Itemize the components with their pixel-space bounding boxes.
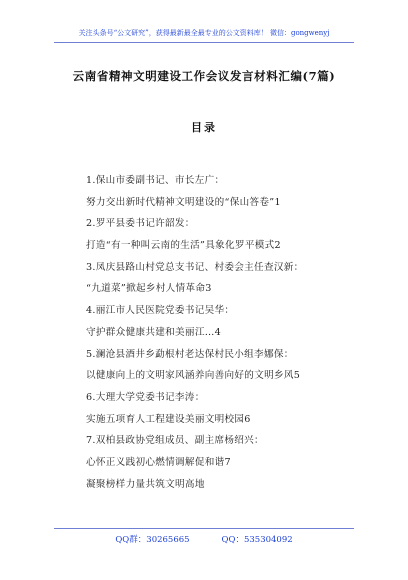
toc-entry: 2.罗平县委书记许韶发： [86,218,195,230]
toc-list [86,170,386,495]
toc-entry: 3.凤庆县路山村党总支书记、村委会主任查汉新： [86,261,304,273]
toc-entry: 打造“有一种叫云南的生活”具象化罗平模式2 [86,240,281,252]
footer-qq-contact: QQ：535304092 [221,535,293,545]
toc-entry: 心怀正义践初心燃情调解促和谐7 [86,456,231,468]
footer-divider [54,528,354,529]
toc-entry: “九道菜”掀起乡村人情革命3 [86,283,212,295]
toc-entry: 6.大理大学党委书记李涛： [86,391,205,403]
footer-qq-group: QQ群：30265665 [115,535,190,545]
toc-heading: 目录 [191,121,217,134]
toc-entry: 实施五项育人工程建设美丽文明校园6 [86,413,251,425]
document-title: 云南省精神文明建设工作会议发言材料汇编(7篇) [72,69,336,83]
toc-entry: 努力交出新时代精神文明建设的“保山答卷”1 [86,196,281,208]
header-notice: 关注头条号“公文研究”，获得最新最全最专业的公文资料库！ 微信：gongwenyj [78,29,330,37]
footer-contacts [0,534,408,546]
toc-entry: 7.双柏县政协党组成员、副主席杨绍兴： [86,435,264,447]
toc-entry: 凝聚榜样力量共筑文明高地 [86,478,205,490]
toc-entry: 4.丽江市人民医院党委书记吴华： [86,305,235,317]
toc-entry: 5.澜沧县酒井乡勐根村老达保村民小组李娜保： [86,348,294,360]
toc-entry: 以健康向上的文明家风涵养向善向好的文明乡风5 [86,370,301,382]
toc-entry: 1.保山市委副书记、市长左广： [86,175,225,186]
header-divider [54,42,354,43]
toc-entry: 守护群众健康共建和美丽江…4 [86,326,222,338]
